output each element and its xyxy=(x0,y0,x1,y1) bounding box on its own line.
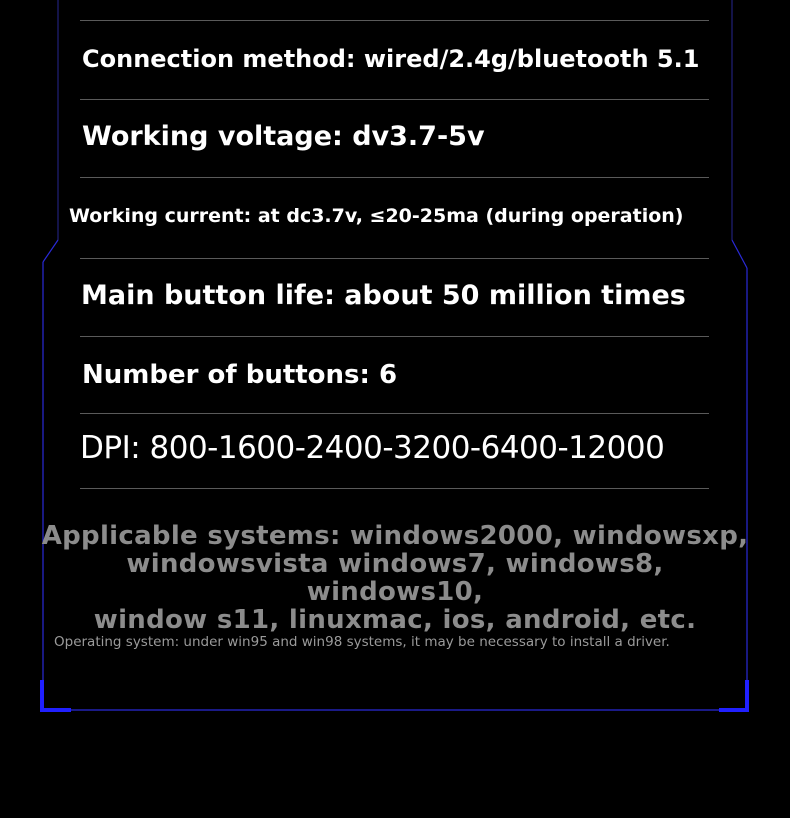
divider xyxy=(80,99,709,100)
divider xyxy=(80,20,709,21)
systems-line-2: windowsvista windows7, windows8, windows10, xyxy=(126,549,664,607)
spec-number-of-buttons: Number of buttons: 6 xyxy=(82,360,398,390)
spec-connection-method: Connection method: wired/2.4g/bluetooth 5.1 xyxy=(82,45,700,73)
divider xyxy=(80,336,709,337)
spec-main-button-life: Main button life: about 50 million times xyxy=(81,280,686,311)
divider xyxy=(80,413,709,414)
systems-line-1: Applicable systems: windows2000, windowsxp, xyxy=(41,521,749,551)
spec-dpi: DPI: 800-1600-2400-3200-6400-12000 xyxy=(80,430,665,466)
divider xyxy=(80,488,709,489)
spec-working-current: Working current: at dc3.7v, ≤20-25ma (during operation) xyxy=(69,205,684,227)
operating-system-note: Operating system: under win95 and win98 systems, it may be necessary to install a driver. xyxy=(54,634,670,650)
systems-line-3: window s11, linuxmac, ios, android, etc. xyxy=(93,605,697,635)
spec-working-voltage: Working voltage: dv3.7-5v xyxy=(82,121,485,152)
divider xyxy=(80,258,709,259)
applicable-systems xyxy=(40,522,750,634)
divider xyxy=(80,177,709,178)
